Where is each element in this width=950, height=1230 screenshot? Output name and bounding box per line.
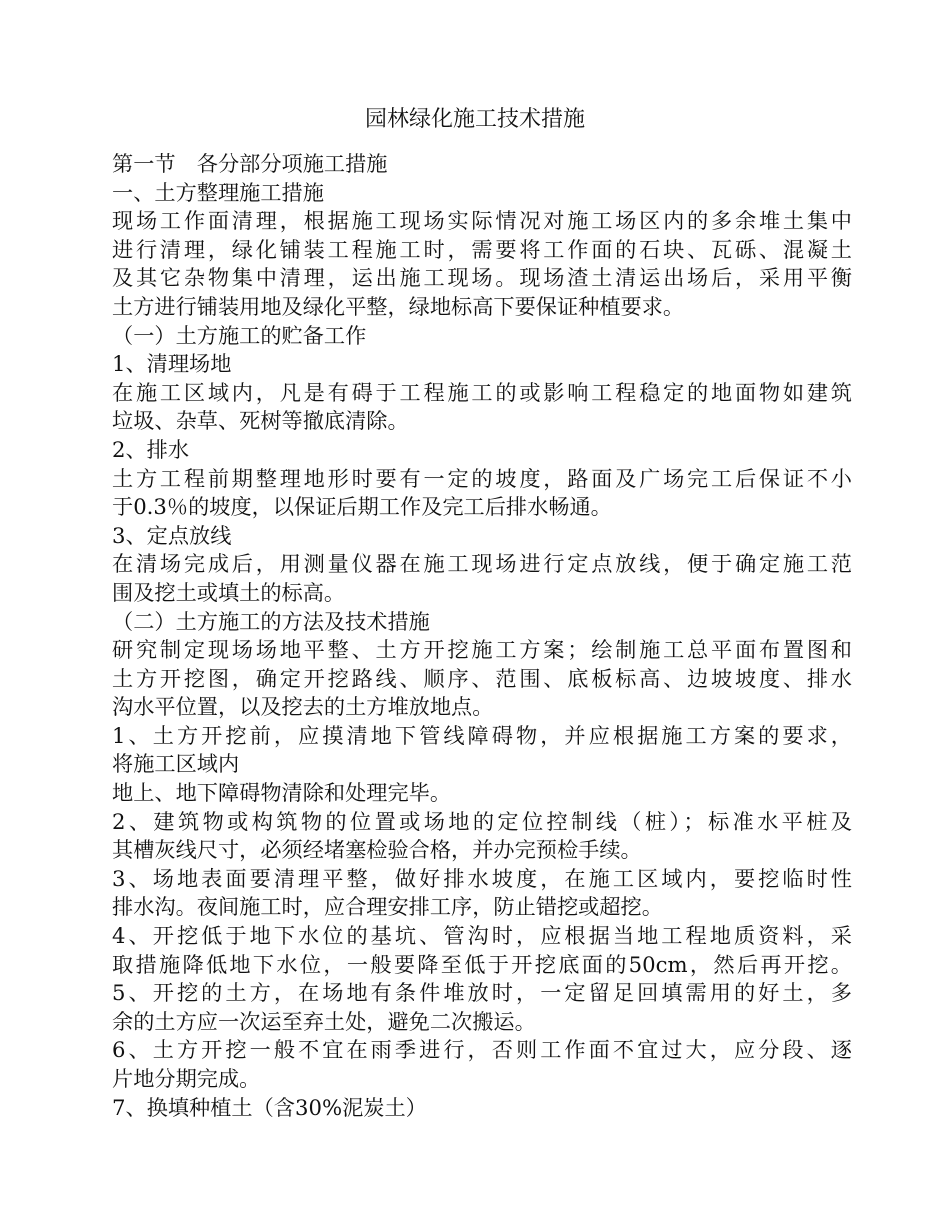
text-line: （二）土方施工的方法及技术措施 bbox=[112, 608, 430, 634]
text-line: 在清场完成后，用测量仪器在施工现场进行定点放线，便于确定施工范 bbox=[112, 551, 852, 577]
text-line: 片地分期完成。 bbox=[112, 1066, 261, 1091]
text-line: 在施工区域内，凡是有碍于工程施工的或影响工程稳定的地面物如建筑 bbox=[112, 379, 852, 405]
text-line: 一、土方整理施工措施 bbox=[112, 179, 324, 205]
text-line: 6、土方开挖一般不宜在雨季进行，否则工作面不宜过大，应分段、逐 bbox=[112, 1037, 852, 1063]
text-line: 地上、地下障碍物清除和处理完毕。 bbox=[112, 780, 452, 806]
text-line: 围及挖土或填土的标高。 bbox=[112, 579, 346, 605]
text-line: 于0.3％的坡度，以保证后期工作及完工后排水畅通。 bbox=[112, 494, 612, 520]
text-line: 3、定点放线 bbox=[112, 522, 232, 548]
text-line: 其槽灰线尺寸，必须经堵塞检验合格，并办完预检手续。 bbox=[112, 837, 642, 863]
text-line: 垃圾、杂草、死树等撤底清除。 bbox=[112, 408, 409, 434]
text-line: 进行清理，绿化铺装工程施工时，需要将工作面的石块、瓦砾、混凝土 bbox=[112, 236, 852, 262]
text-line: 余的土方应一次运至弃土处，避免二次搬运。 bbox=[112, 1008, 536, 1034]
text-line: 4、开挖低于地下水位的基坑、管沟时，应根据当地工程地质资料，采 bbox=[112, 923, 852, 949]
text-line: 现场工作面清理，根据施工现场实际情况对施工场区内的多余堆土集中 bbox=[112, 208, 852, 234]
text-line: 2、排水 bbox=[112, 436, 190, 462]
document-body bbox=[112, 150, 852, 1122]
text-line: 1、清理场地 bbox=[112, 351, 232, 377]
text-line: 排水沟。夜间施工时，应合理安排工序，防止错挖或超挖。 bbox=[112, 894, 663, 920]
text-line: 土方进行铺装用地及绿化平整，绿地标高下要保证种植要求。 bbox=[112, 293, 685, 319]
text-line: 研究制定现场场地平整、土方开挖施工方案；绘制施工总平面布置图和 bbox=[112, 637, 852, 663]
text-line: 土方开挖图，确定开挖路线、顺序、范围、底板标高、边坡坡度、排水 bbox=[112, 665, 852, 691]
text-line: 沟水平位置，以及挖去的土方堆放地点。 bbox=[112, 694, 494, 720]
text-line: 取措施降低地下水位，一般要降至低于开挖底面的50cm，然后再开挖。 bbox=[112, 951, 852, 977]
text-line: 7、换填种植土（含30%泥炭土） bbox=[112, 1094, 427, 1120]
text-line: 1、土方开挖前，应摸清地下管线障碍物，并应根据施工方案的要求， bbox=[112, 722, 852, 748]
text-line: 5、开挖的土方，在场地有条件堆放时，一定留足回填需用的好土，多 bbox=[112, 980, 852, 1006]
text-line: 将施工区域内 bbox=[112, 751, 240, 777]
text-line: （一）土方施工的贮备工作 bbox=[112, 322, 367, 348]
text-line: 及其它杂物集中清理，运出施工现场。现场渣土清运出场后，采用平衡 bbox=[112, 265, 852, 291]
text-line: 第一节 各分部分项施工措施 bbox=[112, 151, 388, 176]
text-line: 2、建筑物或构筑物的位置或场地的定位控制线（桩）；标准水平桩及 bbox=[112, 808, 852, 834]
text-line: 3、场地表面要清理平整，做好排水坡度，在施工区域内，要挖临时性 bbox=[112, 865, 852, 891]
text-line: 土方工程前期整理地形时要有一定的坡度，路面及广场完工后保证不小 bbox=[112, 465, 852, 491]
document-title: 园林绿化施工技术措施 bbox=[364, 107, 585, 132]
